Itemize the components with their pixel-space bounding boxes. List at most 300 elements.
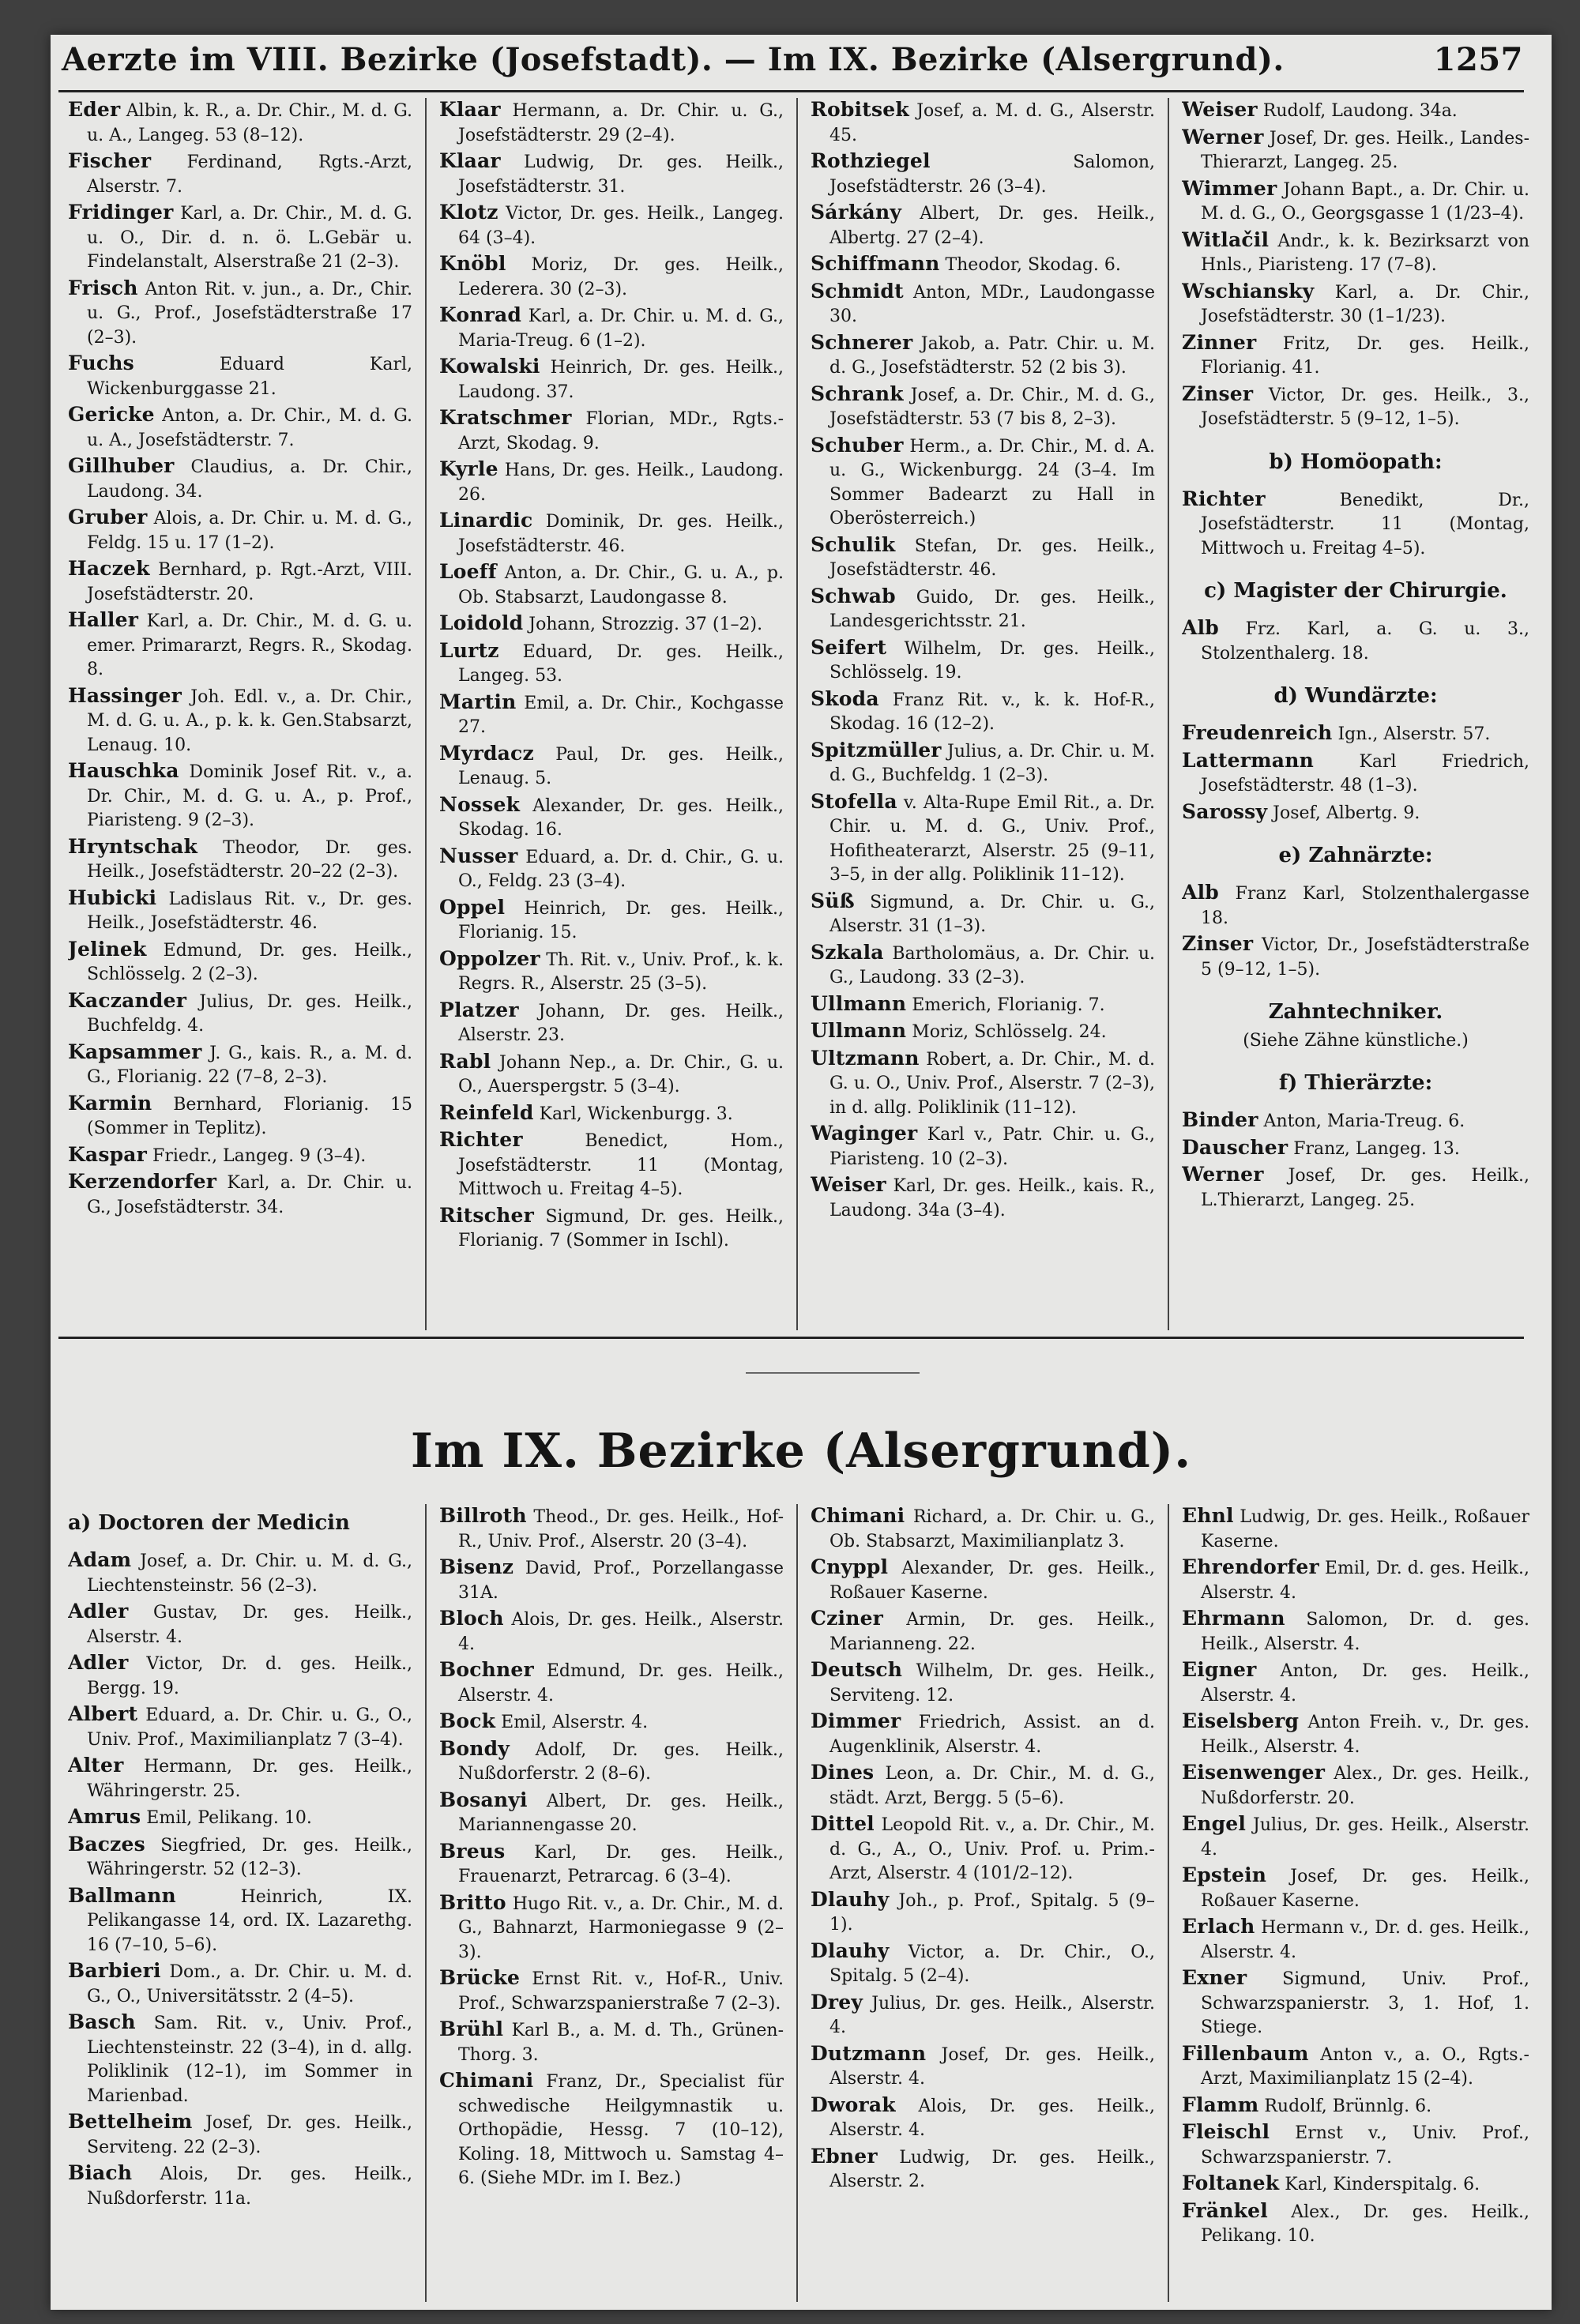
cross-reference-note: (Siehe Zähne künstliche.)	[1243, 1031, 1469, 1051]
directory-entry	[811, 1658, 1155, 1708]
entry-details: Jakob, a. Patr. Chir. u. M. d. G., Josefstädterstr. 52 (2 bis 3).	[830, 333, 1155, 378]
entry-surname: Wimmer	[1182, 176, 1277, 200]
entry-details: Ernst Rit. v., Hof-R., Univ. Prof., Schwarzspanierstraße 7 (2–3).	[458, 1969, 784, 2014]
entry-surname: Fillenbaum	[1182, 2041, 1309, 2065]
entry-surname: Fischer	[68, 149, 152, 172]
entry-surname: Waginger	[811, 1122, 918, 1145]
entry-surname: Loeff	[439, 560, 497, 583]
entry-details: Sigmund, Univ. Prof., Schwarzspanierstr. 3, 1. Hof, 1. Stiege.	[1201, 1969, 1529, 2037]
entry-surname: Bock	[439, 1709, 496, 1732]
entry-details: Karl, Dr. ges. Heilk., kais. R., Laudong. 34a (3–4).	[830, 1176, 1155, 1220]
entry-details: Josef, a. Dr. Chir., M. d. G., Josefstädterstr. 53 (7 bis 8, 2–3).	[830, 385, 1155, 429]
directory-entry	[439, 639, 784, 689]
entry-details: Johann Nep., a. Dr. Chir., G. u. O., Auerspergstr. 5 (3–4).	[458, 1052, 784, 1096]
entry-details: Robert, a. Dr. Chir., M. d. G. u. O., Univ. Prof., Alserstr. 7 (2–3), in d. allg. Poliklinik (11–12).	[830, 1049, 1155, 1118]
entry-details: Edmund, Dr. ges. Heilk., Alserstr. 4.	[458, 1661, 784, 1705]
directory-entry	[1182, 932, 1529, 982]
entry-surname: Ballmann	[68, 1883, 176, 1907]
entry-details: Hermann v., Dr. d. ges. Heilk., Alserstr. 4.	[1201, 1918, 1529, 1962]
directory-entry	[811, 1555, 1155, 1605]
directory-entry	[68, 1754, 412, 1803]
directory-entry	[1182, 1966, 1529, 2040]
column-divider	[796, 1504, 798, 2302]
directory-entry	[811, 382, 1155, 432]
directory-entry	[811, 2093, 1155, 2143]
entry-surname: Flamm	[1182, 2093, 1259, 2116]
bottom-columns	[51, 1504, 1552, 2302]
entry-surname: Weiser	[811, 1173, 886, 1196]
entry-details: Claudius, a. Dr. Chir., Laudong. 34.	[87, 457, 412, 502]
entry-details: Victor, a. Dr. Chir., O., Spitalg. 5 (2–4).	[830, 1942, 1155, 1986]
entry-surname: Seifert	[811, 635, 887, 659]
entry-surname: Dines	[811, 1761, 875, 1784]
directory-entry	[439, 1128, 784, 1202]
entry-surname: Rothziegel	[811, 149, 931, 172]
directory-entry	[811, 1173, 1155, 1223]
entry-details: Theod., Dr. ges. Heilk., Hof-R., Univ. Prof., Alserstr. 20 (3–4).	[458, 1507, 784, 1551]
directory-entry	[811, 992, 1155, 1018]
directory-entry	[68, 1092, 412, 1141]
directory-entry	[811, 739, 1155, 788]
entry-surname: Baczes	[68, 1832, 145, 1856]
directory-entry	[439, 2069, 784, 2191]
entry-surname: Ullmann	[811, 1019, 907, 1042]
entry-details: Anton, a. Dr. Chir., G. u. A., p. Ob. Stabsarzt, Laudongasse 8.	[458, 563, 784, 607]
entry-surname: Brücke	[439, 1966, 521, 1989]
entry-surname: Brühl	[439, 2018, 504, 2040]
entry-details: Johann, Strozzig. 37 (1–2).	[523, 615, 763, 634]
entry-surname: Kapsammer	[68, 1040, 202, 1063]
directory-entry	[68, 1833, 412, 1882]
entry-surname: Myrdacz	[439, 741, 534, 765]
directory-entry	[439, 1607, 784, 1657]
entry-surname: Amrus	[68, 1805, 141, 1828]
directory-entry	[1182, 721, 1529, 747]
entry-details: Edmund, Dr. ges. Heilk., Schlösselg. 2 (2–3).	[87, 940, 412, 984]
directory-entry	[68, 201, 412, 275]
directory-entry	[811, 2042, 1155, 2092]
entry-surname: Schnerer	[811, 330, 913, 354]
entry-details: Karl, Kinderspitalg. 6.	[1279, 2175, 1480, 2194]
directory-entry	[68, 1959, 412, 2009]
entry-details: Emil, Dr. d. ges. Heilk., Alserstr. 4.	[1201, 1559, 1529, 1603]
directory-entry	[1182, 1863, 1529, 1913]
directory-entry	[811, 1709, 1155, 1759]
directory-entry	[68, 1884, 412, 1958]
entry-details: Franz, Langeg. 13.	[1288, 1138, 1460, 1159]
directory-entry	[439, 690, 784, 740]
directory-entry	[439, 509, 784, 558]
entry-details: Josef, Dr. ges. Heilk., Serviteng. 22 (2–3).	[87, 2113, 412, 2157]
entry-details: Albert, Dr. ges. Heilk., Mariannengasse 20.	[458, 1791, 784, 1835]
entry-details: David, Prof., Porzellangasse 31A.	[458, 1559, 784, 1603]
entry-surname: Spitzmüller	[811, 738, 942, 762]
directory-entry	[1182, 177, 1529, 227]
directory-entry	[1182, 1108, 1529, 1134]
directory-entry	[811, 790, 1155, 888]
entry-surname: Barbieri	[68, 1959, 161, 1982]
directory-entry	[439, 1891, 784, 1965]
directory-entry	[811, 149, 1155, 199]
entry-details: Anton, MDr., Laudongasse 30.	[830, 282, 1155, 326]
directory-entry	[811, 201, 1155, 250]
entry-details: Anton Rit. v. jun., a. Dr., Chir. u. G., Prof., Josefstädterstraße 17 (2–3).	[87, 279, 412, 348]
entry-surname: Bondy	[439, 1736, 510, 1760]
entry-details: Karl, a. Dr. Chir., M. d. G. u. emer. Primararzt, Regrs. R., Skodag. 8.	[87, 611, 412, 679]
entry-details: Josef, a. Dr. Chir. u. M. d. G., Liechtensteinstr. 56 (2–3).	[87, 1551, 412, 1596]
directory-entry	[1182, 2199, 1529, 2249]
entry-details: Victor, Dr., Josefstädterstraße 5 (9–12, 1–5).	[1201, 935, 1529, 980]
entry-details: Hugo Rit. v., a. Dr. Chir., M. d. G., Bahnarzt, Harmoniegasse 9 (2–3).	[458, 1893, 784, 1962]
directory-entry	[439, 149, 784, 199]
entry-surname: Ehrendorfer	[1182, 1555, 1319, 1578]
entry-details: Julius, Dr. ges. Heilk., Buchfeldg. 4.	[87, 991, 412, 1036]
column-4	[1182, 1504, 1529, 2302]
entry-surname: Gillhuber	[68, 454, 175, 477]
entry-details: Hermann, a. Dr. Chir. u. G., Josefstädterstr. 29 (2–4).	[458, 101, 784, 145]
directory-entry	[68, 684, 412, 758]
directory-entry	[1182, 1504, 1529, 1554]
directory-entry	[1182, 2172, 1529, 2198]
directory-entry	[68, 1143, 412, 1169]
section-heading: c) Magister der Chirurgie.	[1204, 579, 1507, 603]
entry-surname: Bettelheim	[68, 2110, 193, 2133]
directory-entry	[811, 1122, 1155, 1171]
entry-surname: Adam	[68, 1548, 132, 1571]
directory-entry	[439, 611, 784, 637]
directory-entry	[439, 201, 784, 250]
directory-entry	[439, 998, 784, 1048]
entry-details: Karl, a. Dr. Chir. u. M. d. G., Maria-Treug. 6 (1–2).	[458, 306, 784, 351]
entry-surname: Cziner	[811, 1607, 884, 1630]
directory-entry	[1182, 1915, 1529, 1965]
entry-surname: Dittel	[811, 1812, 875, 1835]
entry-surname: Bloch	[439, 1607, 504, 1630]
entry-details: Friedrich, Assist. an d. Augenklinik, Alserstr. 4.	[830, 1713, 1155, 1757]
entry-surname: Lurtz	[439, 638, 499, 662]
entry-details: Josef, Albertg. 9.	[1267, 803, 1420, 823]
entry-details: Andr., k. k. Bezirksarzt von Hnls., Piaristeng. 17 (7–8).	[1201, 231, 1529, 275]
section-heading: f) Thierärzte:	[1278, 1071, 1433, 1095]
directory-entry	[68, 1600, 412, 1649]
entry-details: Karl, Wickenburgg. 3.	[533, 1104, 733, 1124]
entry-surname: Skoda	[811, 686, 879, 710]
entry-surname: Erlach	[1182, 1915, 1255, 1938]
entry-details: Franz, Dr., Specialist für schwedische Heilgymnastik u. Orthopädie, Hessg. 7 (10–12), Koling. 18, Mittwoch u. Samstag 4–6. (Siehe MDr. im I. Bez.)	[458, 2072, 784, 2188]
entry-surname: Kratschmer	[439, 406, 572, 429]
entry-details: Franz Karl, Stolzenthalergasse 18.	[1201, 884, 1529, 928]
entry-surname: Szkala	[811, 940, 884, 964]
directory-entry	[439, 303, 784, 353]
entry-details: Alois, Dr. ges. Heilk., Nußdorferstr. 11a.	[87, 2164, 412, 2209]
entry-surname: Haller	[68, 608, 139, 631]
directory-entry	[1182, 2042, 1529, 2092]
directory-entry	[439, 1840, 784, 1890]
directory-entry	[811, 1047, 1155, 1121]
directory-entry	[439, 1101, 784, 1127]
directory-entry	[1182, 228, 1529, 278]
directory-entry	[439, 406, 784, 456]
section-heading: e) Zahnärzte:	[1278, 844, 1433, 867]
directory-entry	[811, 1939, 1155, 1989]
entry-surname: Werner	[1182, 125, 1264, 149]
entry-details: Paul, Dr. ges. Heilk., Lenaug. 5.	[458, 744, 784, 788]
directory-entry	[68, 454, 412, 504]
entry-details: Victor, Dr. d. ges. Heilk., Bergg. 19.	[87, 1654, 412, 1698]
entry-details: Ladislaus Rit. v., Dr. ges. Heilk., Josefstädterstr. 46.	[87, 889, 412, 933]
directory-entry	[68, 759, 412, 833]
directory-entry	[68, 506, 412, 555]
entry-details: Josef, Dr. ges. Heilk., Alserstr. 4.	[830, 2044, 1155, 2089]
directory-entry	[68, 2010, 412, 2108]
directory-entry	[811, 585, 1155, 634]
directory-entry	[439, 793, 784, 843]
entry-surname: Ehrmann	[1182, 1607, 1285, 1630]
entry-details: Albin, k. R., a. Dr. Chir., M. d. G. u. A., Langeg. 53 (8–12).	[87, 101, 412, 145]
entry-surname: Martin	[439, 690, 517, 713]
entry-surname: Schulik	[811, 532, 896, 556]
directory-entry	[68, 1651, 412, 1701]
entry-surname: Drey	[811, 1990, 863, 2014]
running-head	[62, 41, 1523, 85]
directory-entry	[1182, 1761, 1529, 1811]
entry-details: Guido, Dr. ges. Heilk., Landesgerichtsstr. 21.	[830, 587, 1155, 631]
entry-surname: Chimani	[811, 1504, 905, 1527]
entry-details: Richard, a. Dr. Chir. u. G., Ob. Stabsarzt, Maximilianplatz 3.	[830, 1507, 1155, 1551]
entry-details: v. Alta-Rupe Emil Rit., a. Dr. Chir. u. M. d. G., Univ. Prof., Hofitheaterarzt, Alserstr. 25 (9–11, 3–5, in der allg. Poliklinik 11–12).	[830, 792, 1155, 885]
entry-details: Salomon, Josefstädterstr. 26 (3–4).	[830, 152, 1155, 197]
entry-surname: Bochner	[439, 1658, 534, 1681]
directory-entry	[439, 1709, 784, 1735]
entry-surname: Biach	[68, 2161, 133, 2184]
entry-surname: Bisenz	[439, 1555, 514, 1578]
entry-surname: Zinner	[1182, 330, 1257, 354]
entry-surname: Zinser	[1182, 932, 1254, 955]
directory-entry	[68, 403, 412, 453]
entry-details: Eduard, Dr. ges. Heilk., Langeg. 53.	[458, 641, 784, 686]
entry-details: Theodor, Dr. ges. Heilk., Josefstädterstr. 20–22 (2–3).	[87, 837, 412, 882]
entry-details: Benedict, Hom., Josefstädterstr. 11 (Montag, Mittwoch u. Freitag 4–5).	[458, 1131, 784, 1199]
entry-surname: Witlačil	[1182, 228, 1270, 251]
entry-surname: Eisenwenger	[1182, 1761, 1326, 1784]
entry-surname: Linardic	[439, 509, 533, 532]
entry-surname: Wschiansky	[1182, 279, 1315, 303]
directory-entry	[439, 742, 784, 792]
entry-surname: Dlauhy	[811, 1887, 890, 1911]
directory-entry	[811, 1504, 1155, 1554]
directory-entry	[439, 1737, 784, 1787]
entry-surname: Werner	[1182, 1163, 1264, 1186]
entry-details: Moriz, Dr. ges. Heilk., Lederera. 30 (2–3).	[458, 255, 784, 299]
entry-details: Anton, Maria-Treug. 6.	[1258, 1111, 1465, 1131]
entry-surname: Chimani	[439, 2069, 534, 2092]
entry-details: Karl, a. Dr. Chir., M. d. G. u. O., Dir. d. n. ö. L.Gebär u. Findelanstalt, Alserstraße 21 (2–3).	[87, 204, 412, 272]
entry-surname: Weiser	[1182, 98, 1258, 121]
entry-surname: Richter	[1182, 487, 1266, 510]
column-divider	[1168, 1504, 1169, 2302]
entry-details: Alois, a. Dr. Chir. u. M. d. G., Feldg. 15 u. 17 (1–2).	[87, 509, 412, 553]
entry-details: Eduard Karl, Wickenburggasse 21.	[87, 355, 412, 399]
entry-details: Alexander, Dr. ges. Heilk., Roßauer Kaserne.	[830, 1559, 1155, 1603]
entry-details: Alex., Dr. ges. Heilk., Pelikang. 10.	[1201, 2202, 1529, 2246]
section-title: Im IX. Bezirke (Alsergrund).	[410, 1423, 1192, 1479]
running-head-title: Aerzte im VIII. Bezirke (Josefstadt). — Im IX. Bezirke (Alsergrund).	[62, 41, 1285, 78]
entry-details: Johann Bapt., a. Dr. Chir. u. M. d. G., O., Georgsgasse 1 (1/23–4).	[1201, 179, 1529, 224]
directory-entry	[1182, 280, 1529, 329]
entry-surname: Stofella	[811, 789, 897, 813]
entry-surname: Klaar	[439, 149, 501, 172]
directory-entry	[811, 533, 1155, 583]
entry-details: Hans, Dr. ges. Heilk., Laudong. 26.	[458, 461, 784, 505]
entry-surname: Dimmer	[811, 1709, 901, 1732]
directory-entry	[68, 2161, 412, 2211]
directory-entry	[68, 2110, 412, 2160]
entry-surname: Dworak	[811, 2093, 896, 2116]
entry-surname: Haczek	[68, 557, 150, 580]
directory-entry	[439, 1050, 784, 1100]
directory-entry	[439, 2018, 784, 2067]
column-divider	[425, 1504, 427, 2302]
entry-surname: Eder	[68, 98, 121, 121]
directory-entry	[1182, 1163, 1529, 1213]
entry-details: Karl, a. Dr. Chir., Josefstädterstr. 30 (1–1/23).	[1201, 282, 1529, 326]
entry-details: Karl Friedrich, Josefstädterstr. 48 (1–3).	[1201, 751, 1529, 795]
entry-surname: Jelinek	[68, 937, 147, 961]
directory-entry	[1182, 616, 1529, 666]
entry-surname: Schmidt	[811, 279, 904, 303]
directory-entry	[1182, 1658, 1529, 1708]
entry-surname: Ullmann	[811, 991, 907, 1015]
section-rule	[58, 1337, 1524, 1339]
entry-details: Dominik, Dr. ges. Heilk., Josefstädterstr. 46.	[458, 512, 784, 556]
directory-entry	[1182, 126, 1529, 175]
entry-surname: Schuber	[811, 433, 904, 457]
directory-entry	[439, 896, 784, 946]
directory-entry	[1182, 487, 1529, 562]
column-divider	[1168, 98, 1169, 1330]
entry-surname: Kyrle	[439, 457, 498, 480]
entry-surname: Süß	[811, 889, 855, 912]
entry-surname: Dlauhy	[811, 1939, 890, 1962]
entry-details: Alex., Dr. ges. Heilk., Nußdorferstr. 20.	[1201, 1764, 1529, 1808]
entry-surname: Konrad	[439, 303, 522, 326]
entry-details: Leon, a. Dr. Chir., M. d. G., städt. Arzt, Bergg. 5 (5–6).	[830, 1764, 1155, 1808]
entry-details: Bernhard, p. Rgt.-Arzt, VIII. Josefstädterstr. 20.	[87, 560, 412, 604]
directory-entry	[439, 355, 784, 404]
entry-details: Ign., Alserstr. 57.	[1332, 724, 1491, 744]
entry-surname: Fränkel	[1182, 2198, 1268, 2222]
entry-details: Friedr., Langeg. 9 (3–4).	[147, 1145, 367, 1166]
column-2	[439, 1504, 784, 2302]
directory-entry	[811, 889, 1155, 939]
directory-entry	[68, 1702, 412, 1752]
entry-details: Anton v., a. O., Rgts.-Arzt, Maximilianplatz 15 (2–4).	[1201, 2044, 1529, 2089]
entry-surname: Eigner	[1182, 1658, 1257, 1681]
directory-entry	[68, 1548, 412, 1598]
entry-details: Josef, Dr. ges. Heilk., Roßauer Kaserne.	[1201, 1867, 1529, 1911]
directory-entry	[1182, 1607, 1529, 1657]
entry-surname: Engel	[1182, 1812, 1247, 1835]
entry-details: Alexander, Dr. ges. Heilk., Skodag. 16.	[458, 795, 784, 840]
entry-surname: Nossek	[439, 792, 521, 816]
directory-entry	[439, 947, 784, 997]
entry-details: Julius, a. Dr. Chir. u. M. d. G., Buchfeldg. 1 (2–3).	[830, 741, 1155, 785]
entry-details: Karl v., Patr. Chir. u. G., Piaristeng. 10 (2–3).	[830, 1125, 1155, 1169]
directory-entry	[68, 557, 412, 607]
entry-details: Armin, Dr. ges. Heilk., Marianneng. 22.	[830, 1610, 1155, 1654]
directory-entry	[811, 941, 1155, 991]
entry-details: Rudolf, Brünnlg. 6.	[1258, 2096, 1432, 2116]
header-rule	[58, 90, 1524, 92]
entry-details: Anton, a. Dr. Chir., M. d. G. u. A., Josefstädterstr. 7.	[87, 406, 412, 450]
column-1	[68, 1504, 412, 2302]
directory-entry	[68, 276, 412, 351]
directory-entry	[811, 252, 1155, 278]
directory-entry	[811, 1812, 1155, 1886]
directory-entry	[1182, 881, 1529, 931]
entry-details: Franz Rit. v., k. k. Hof-R., Skodag. 16 (12–2).	[830, 690, 1155, 734]
entry-surname: Ritscher	[439, 1203, 534, 1227]
entry-details: Victor, Dr. ges. Heilk., 3., Josefstädterstr. 5 (9–12, 1–5).	[1201, 385, 1529, 429]
entry-surname: Deutsch	[811, 1658, 903, 1681]
directory-entry	[811, 280, 1155, 329]
entry-details: Alois, Dr. ges. Heilk., Alserstr. 4.	[458, 1610, 784, 1654]
entry-details: Julius, Dr. ges. Heilk., Alserstr. 4.	[830, 1993, 1155, 2037]
entry-details: Joh., p. Prof., Spitalg. 5 (9–1).	[830, 1890, 1155, 1935]
entry-details: Florian, MDr., Rgts.-Arzt, Skodag. 9.	[458, 409, 784, 453]
entry-surname: Oppel	[439, 895, 506, 919]
entry-surname: Sarossy	[1182, 799, 1268, 823]
entry-details: Sigmund, Dr. ges. Heilk., Florianig. 7 (Sommer in Ischl).	[458, 1206, 784, 1250]
entry-surname: Karmin	[68, 1091, 152, 1115]
directory-entry	[1182, 800, 1529, 826]
directory-entry	[439, 1966, 784, 2016]
directory-entry	[811, 2145, 1155, 2194]
entry-surname: Klaar	[439, 98, 501, 121]
entry-details: Theodor, Skodag. 6.	[939, 255, 1121, 275]
entry-surname: Hauschka	[68, 759, 179, 782]
directory-entry	[68, 1170, 412, 1220]
entry-surname: Knöbl	[439, 252, 506, 275]
directory-entry	[1182, 2120, 1529, 2170]
entry-details: Herm., a. Dr. Chir., M. d. A. u. G., Wickenburgg. 24 (3–4. Im Sommer Badearzt zu Hall in Oberösterreich.)	[830, 436, 1155, 528]
entry-details: Emil, Alserstr. 4.	[495, 1713, 649, 1732]
entry-surname: Epstein	[1182, 1863, 1267, 1886]
entry-details: Heinrich, IX. Pelikangasse 14, ord. IX. Lazarethg. 16 (7–10, 5–6).	[87, 1886, 412, 1955]
entry-details: Julius, Dr. ges. Heilk., Alserstr. 4.	[1201, 1815, 1529, 1860]
entry-surname: Britto	[439, 1890, 506, 1914]
entry-details: Alois, Dr. ges. Heilk., Alserstr. 4.	[830, 2096, 1155, 2140]
directory-entry	[68, 886, 412, 936]
entry-details: Sigmund, a. Dr. Chir. u. G., Alserstr. 31 (1–3).	[830, 892, 1155, 936]
entry-details: Bernhard, Florianig. 15 (Sommer in Teplitz).	[87, 1094, 412, 1138]
entry-details: Wilhelm, Dr. ges. Heilk., Serviteng. 12.	[830, 1661, 1155, 1705]
entry-details: Joh. Edl. v., a. Dr. Chir., M. d. G. u. A., p. k. k. Gen.Stabsarzt, Lenaug. 10.	[87, 686, 412, 755]
entry-details: Eduard, a. Dr. d. Chir., G. u. O., Feldg. 23 (3–4).	[458, 847, 784, 891]
entry-details: Frz. Karl, a. G. u. 3., Stolzenthalerg. 18.	[1201, 619, 1529, 664]
directory-entry	[439, 98, 784, 148]
directory-entry	[1182, 1136, 1529, 1162]
entry-surname: Kaspar	[68, 1142, 148, 1166]
entry-surname: Gruber	[68, 506, 148, 528]
entry-surname: Alb	[1182, 616, 1219, 639]
column-1	[68, 98, 412, 1330]
entry-surname: Schrank	[811, 382, 904, 405]
entry-details: Bartholomäus, a. Dr. Chir. u. G., Laudong. 33 (2–3).	[830, 943, 1155, 987]
entry-surname: Schiffmann	[811, 252, 940, 275]
entry-details: Johann, Dr. ges. Heilk., Alserstr. 23.	[458, 1001, 784, 1045]
directory-entry	[68, 1805, 412, 1831]
